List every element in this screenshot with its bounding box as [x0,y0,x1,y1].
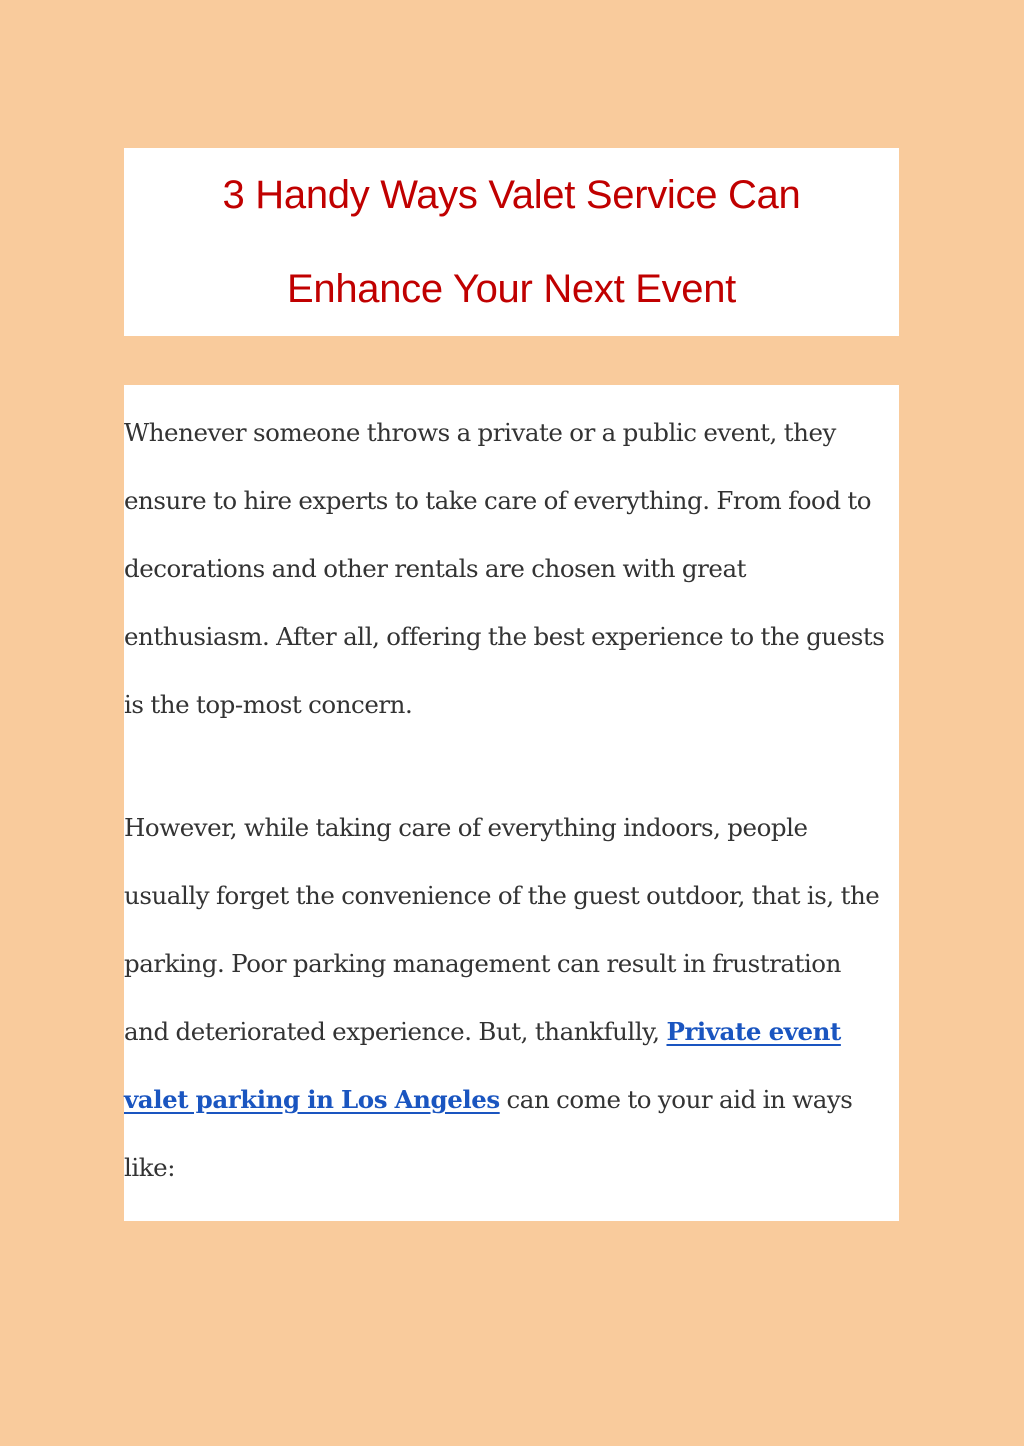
page-title [124,148,899,336]
content-box [124,385,899,1221]
paragraph-line: ensure to hire experts to take care of everything. From food to [124,486,872,515]
paragraph-line: Whenever someone throws a private or a public event, they [124,418,836,447]
paragraph-text: and deteriorated experience. But, thankfully, [124,1017,667,1046]
title-line-2: Enhance Your Next Event [287,267,736,311]
paragraph-line: like: [124,1153,176,1182]
paragraph-line [124,1066,899,1134]
paragraph-line: decorations and other rentals are chosen with great [124,554,747,583]
intro-paragraph [124,399,899,739]
title-line-1: 3 Handy Ways Valet Service Can [222,173,801,217]
parking-paragraph [124,794,899,1202]
paragraph-line: parking. Poor parking management can result in frustration [124,949,841,978]
paragraph-line: enthusiasm. After all, offering the best experience to the guests [124,622,885,651]
valet-parking-link[interactable]: Private event [666,1017,841,1046]
paragraph-line: is the top-most concern. [124,690,413,719]
paragraph-text: can come to your aid in ways [499,1085,853,1114]
paragraph-line: usually forget the convenience of the guest outdoor, that is, the [124,881,880,910]
valet-parking-link-continued[interactable]: valet parking in Los Angeles [124,1085,500,1114]
title-box [124,148,899,336]
paragraph-line [124,998,899,1066]
paragraph-line: However, while taking care of everything indoors, people [124,813,808,842]
